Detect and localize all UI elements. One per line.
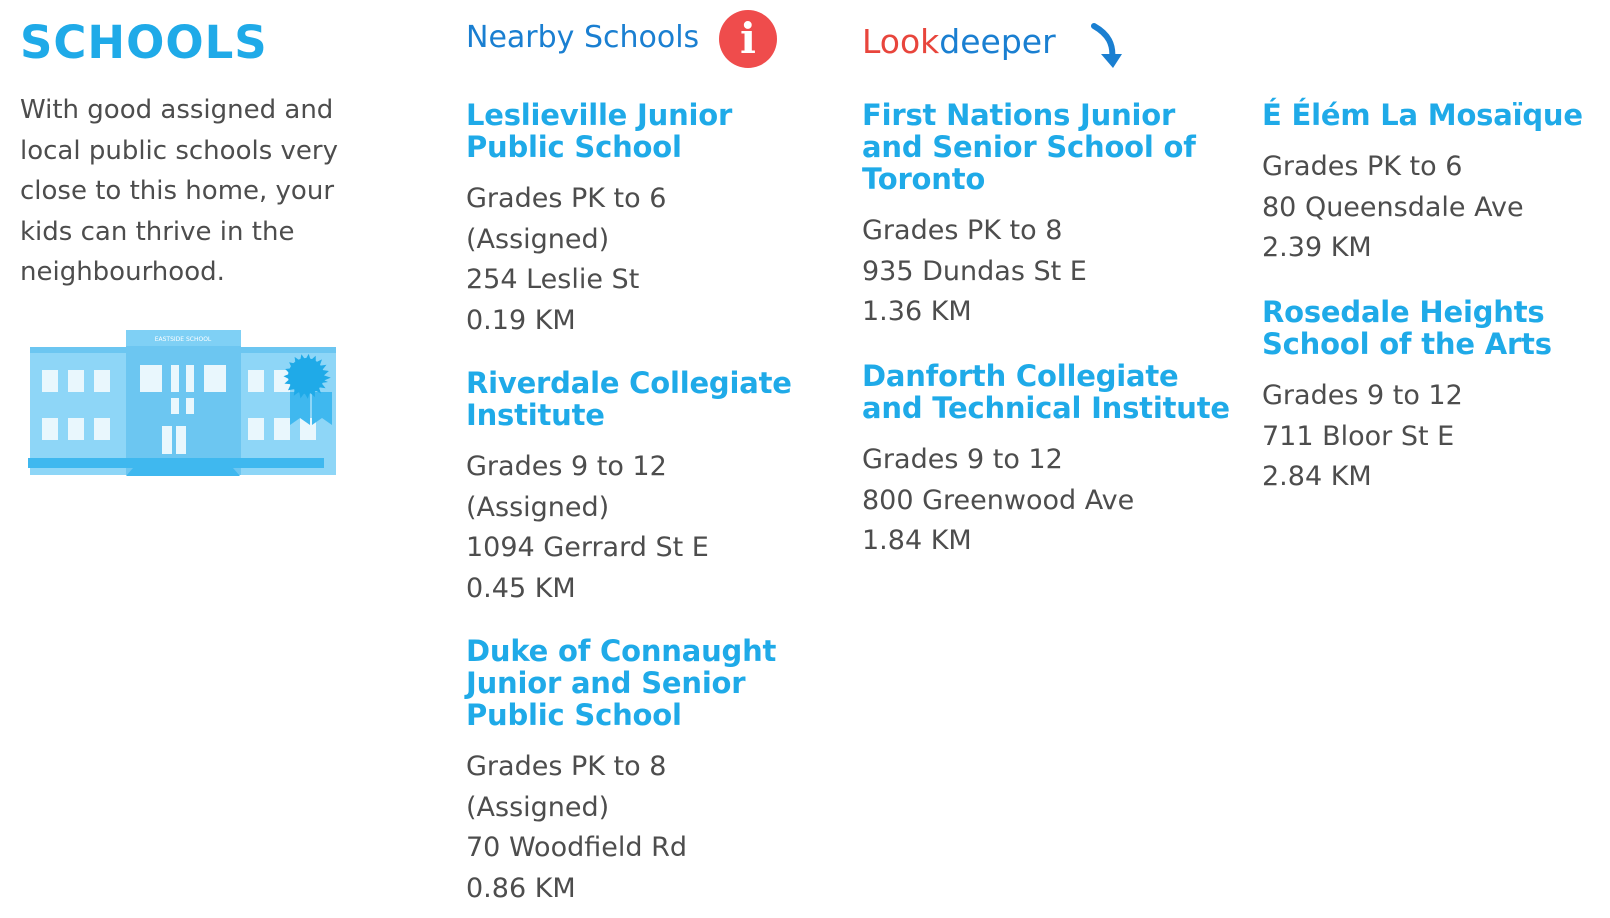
school-address: 70 Woodfield Rd (466, 832, 687, 863)
school-name-line: and Senior School of (862, 130, 1196, 164)
school-name[interactable] (466, 367, 806, 431)
school-name-line: Public School (466, 698, 682, 732)
info-icon[interactable] (719, 10, 777, 68)
school-address: 254 Leslie St (466, 264, 640, 295)
school-name-line: Leslieville Junior (466, 98, 733, 132)
school-assigned: (Assigned) (466, 491, 610, 523)
intro-line: neighbourhood. (20, 257, 225, 287)
look-deeper-heading[interactable] (862, 18, 1056, 66)
intro-line: local public schools very (20, 135, 338, 166)
look-label: Look (862, 22, 940, 61)
school-grades: Grades 9 to 12 (466, 451, 667, 482)
section-title: SCHOOLS (20, 16, 268, 69)
school-name[interactable] (466, 635, 806, 731)
school-name-line: First Nations Junior (862, 98, 1176, 132)
school-distance: 0.19 KM (466, 304, 576, 336)
school-illustration (28, 330, 363, 495)
school-address: 80 Queensdale Ave (1262, 191, 1524, 223)
school-building-icon (28, 330, 336, 476)
intro-line: kids can thrive in the (20, 216, 295, 247)
school-name[interactable] (1262, 296, 1602, 360)
school-address: 1094 Gerrard St E (466, 532, 709, 563)
school-card (862, 99, 1202, 333)
building-sign: EASTSIDE SCHOOL (154, 336, 212, 343)
school-distance: 2.84 KM (1262, 461, 1372, 492)
school-address: 800 Greenwood Ave (862, 484, 1135, 516)
arrow-down-right-icon[interactable] (1088, 22, 1128, 68)
intro-line: close to this home, your (20, 176, 335, 206)
school-distance: 1.36 KM (862, 296, 972, 327)
school-card (466, 635, 806, 909)
school-grades: Grades 9 to 12 (862, 444, 1063, 475)
school-address: 711 Bloor St E (1262, 420, 1455, 452)
school-name-line: Danforth Collegiate (862, 359, 1179, 393)
school-name[interactable] (1262, 99, 1602, 131)
school-name-line: Institute (466, 398, 605, 432)
school-grades: Grades PK to 8 (862, 215, 1063, 246)
school-distance: 1.84 KM (862, 525, 972, 556)
school-grades: Grades PK to 6 (466, 183, 667, 214)
school-name-line: Junior and Senior (466, 666, 746, 700)
school-name-line: School of the Arts (1262, 327, 1552, 361)
school-assigned: (Assigned) (466, 223, 610, 255)
intro-text (20, 90, 355, 293)
school-distance: 0.86 KM (466, 872, 576, 904)
school-name[interactable] (466, 99, 806, 163)
school-grades: Grades 9 to 12 (1262, 380, 1463, 411)
school-card (466, 99, 806, 341)
school-address: 935 Dundas St E (862, 255, 1087, 287)
school-name-line: Duke of Connaught (466, 634, 777, 668)
school-distance: 2.39 KM (1262, 232, 1372, 263)
school-name-line: É Élém La Mosaïque (1262, 98, 1583, 132)
school-card (1262, 99, 1602, 269)
school-grades: Grades PK to 6 (1262, 151, 1463, 182)
school-name[interactable] (862, 359, 1230, 425)
school-name-line: and Technical Institute (862, 391, 1230, 425)
school-name[interactable] (862, 99, 1202, 195)
school-card (1262, 296, 1602, 498)
school-name-line: Rosedale Heights (1262, 295, 1545, 329)
school-assigned: (Assigned) (466, 791, 610, 823)
school-name-line: Public School (466, 130, 682, 164)
school-distance: 0.45 KM (466, 572, 576, 604)
intro-line: With good assigned and (20, 95, 334, 125)
deeper-label: deeper (939, 22, 1056, 61)
school-card (862, 359, 1230, 562)
school-name-line: Riverdale Collegiate (466, 366, 792, 400)
nearby-schools-heading: Nearby Schools (466, 20, 700, 55)
school-card (466, 367, 806, 609)
info-glyph: i (740, 14, 756, 63)
school-name-line: Toronto (862, 162, 986, 196)
school-grades: Grades PK to 8 (466, 751, 667, 782)
